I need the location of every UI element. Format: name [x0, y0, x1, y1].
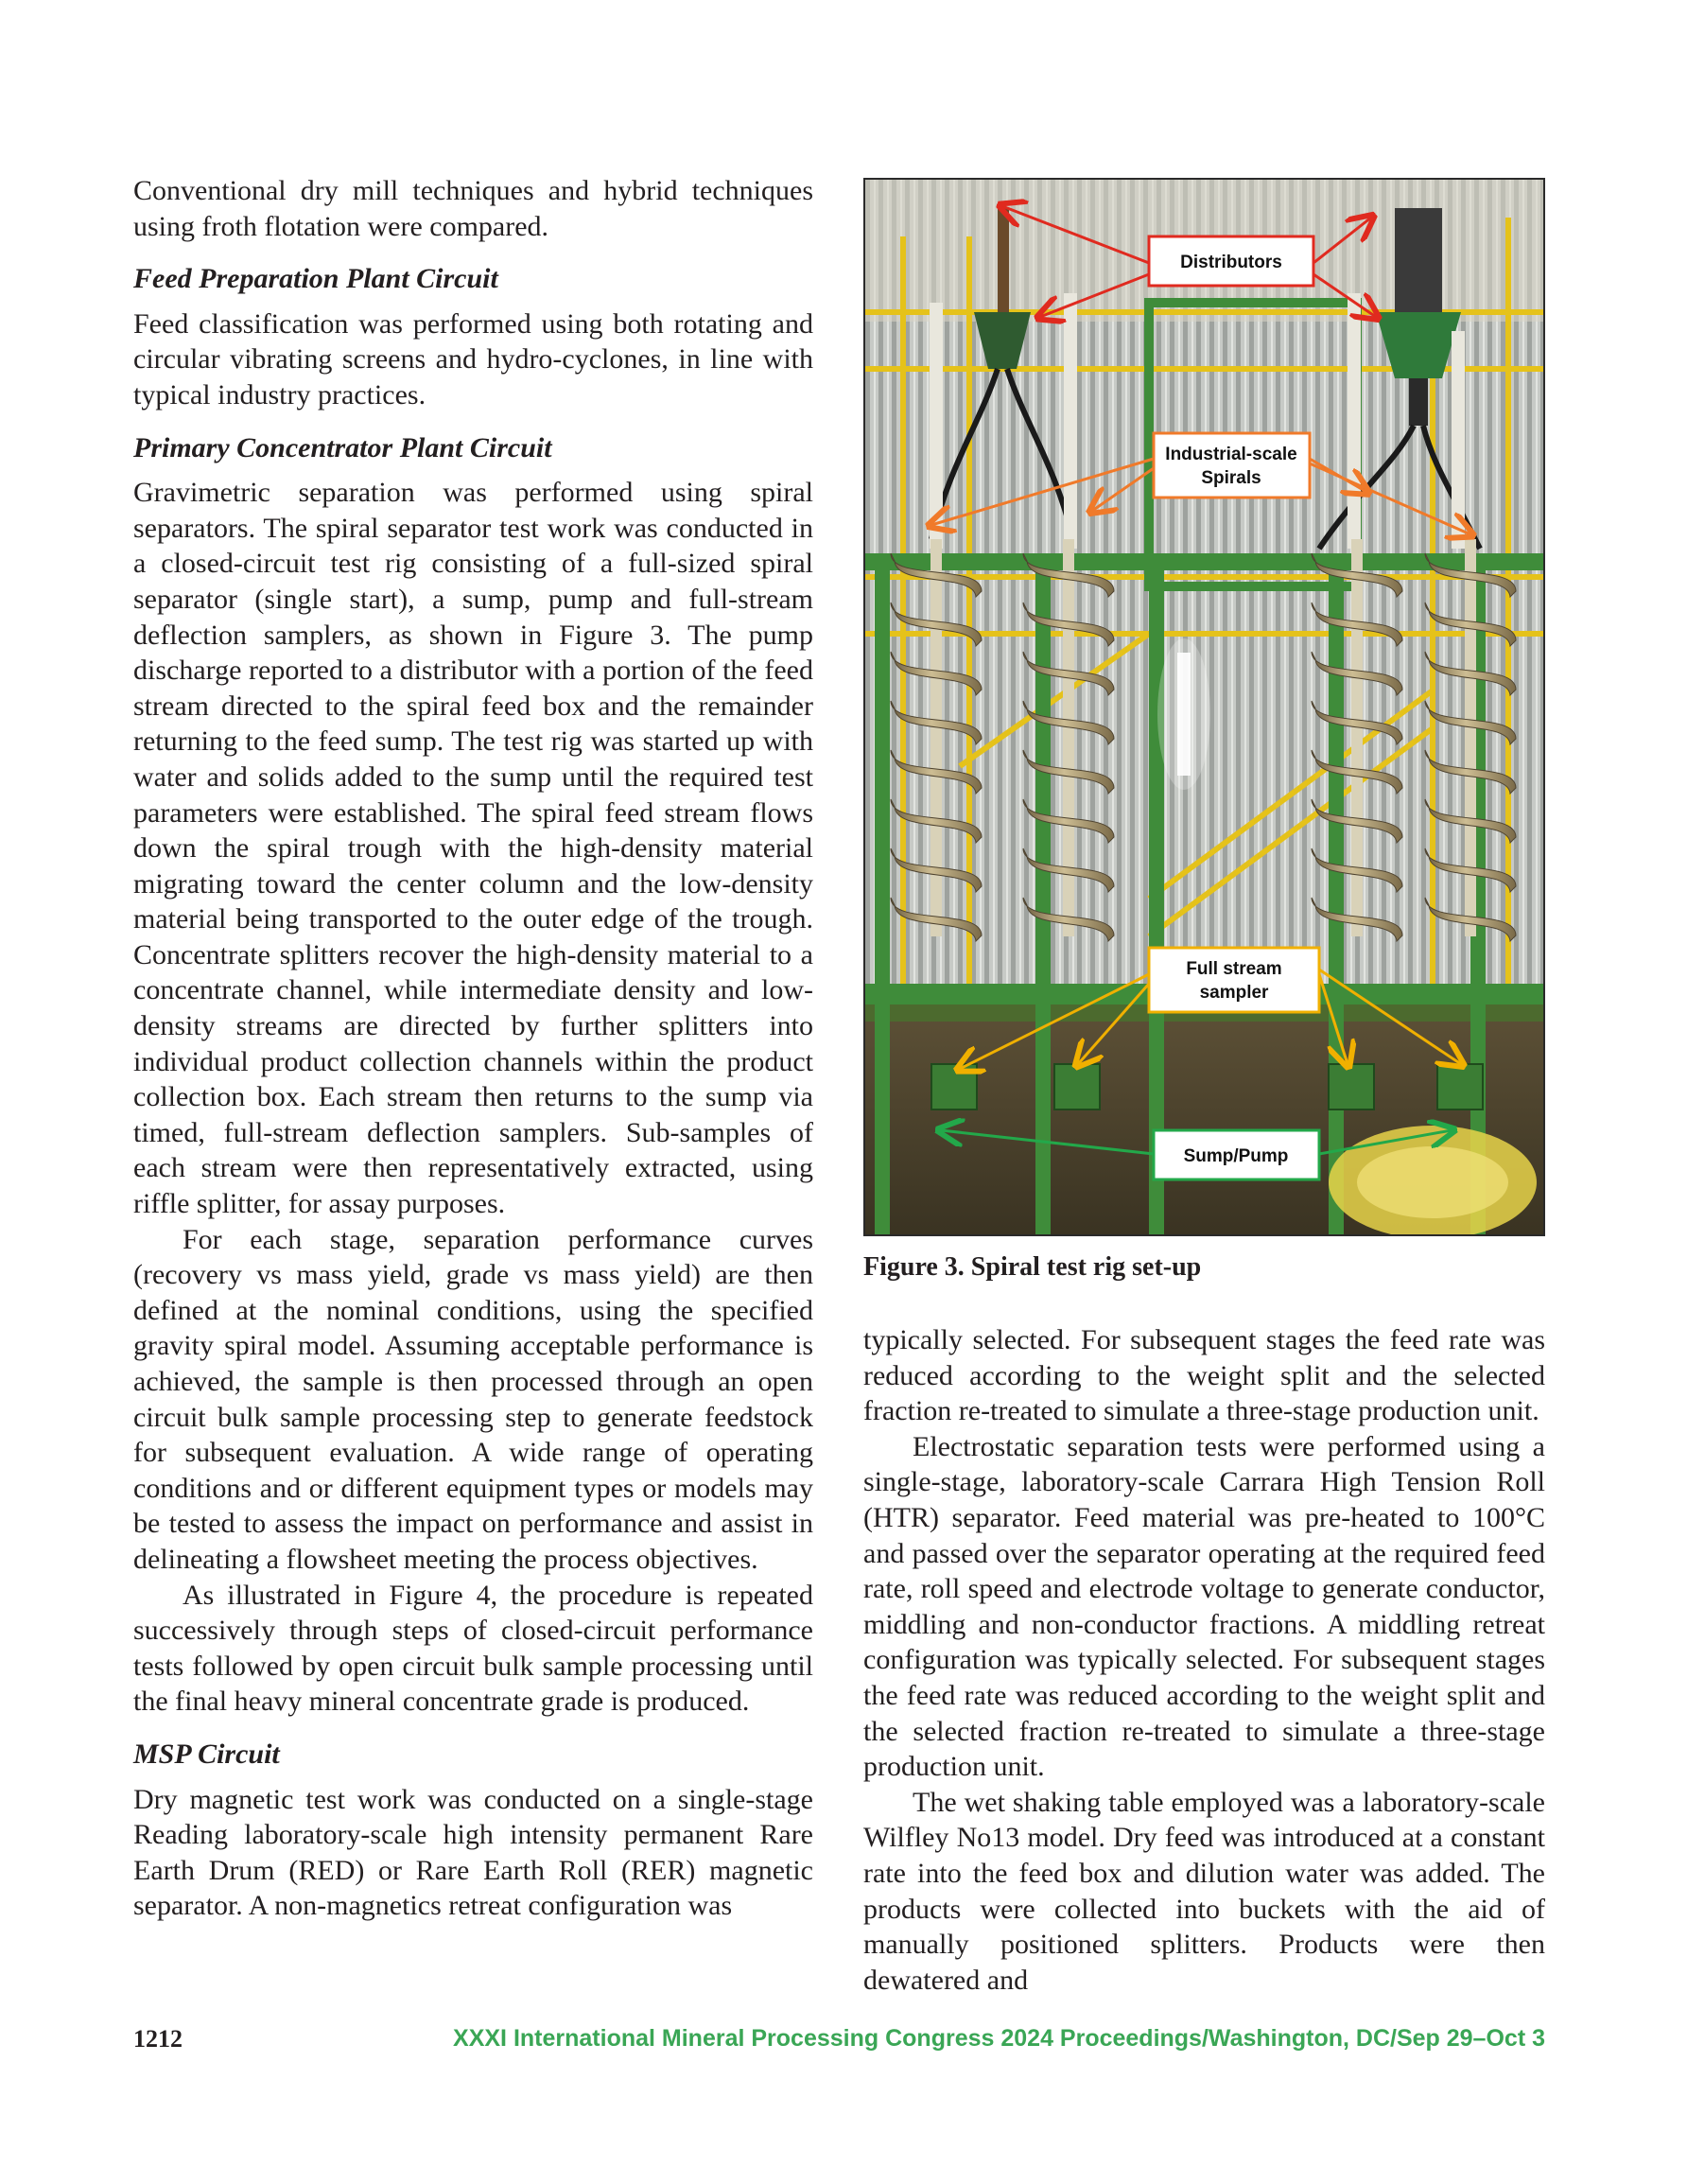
feed-preparation-paragraph: Feed classification was performed using both rotating and circular vibrating screens and hydro-cyclones, in line with typical industry practices.	[133, 307, 813, 411]
spirals-label-line1: Industrial-scale	[1165, 445, 1297, 464]
primary-concentrator-paragraph-1: Gravimetric separation was performed using spiral separators. The spiral separator test work was conducted in a closed-circuit test rig consisting of a full-sized spiral separator (single start), a sump, pump and full-stream deflection samplers, as shown in Figure 3. The pump discharge reported to a distributor with a portion of the feed stream directed to the spiral feed box and the remainder returning to the feed sump. The test rig was started up with water and solids added to the sump until the required test parameters were established. The spiral feed stream flows down the spiral trough with the high-density material migrating toward the center column and the low-density material being transported to the outer edge of the trough. Concentrate splitters recover the high-density material to a concentrate channel, while intermediate density and low-density streams are directed by further splitters into individual product collection channels within the product collection box. Each stream then returns to the sump via timed, full-stream deflection samplers. Sub-samples of each stream were then representatively extracted, using riffle splitter, for assay purposes.	[133, 477, 813, 1220]
spiral-column	[1063, 539, 1074, 936]
sump-callout	[1154, 1130, 1319, 1179]
msp-circuit-heading: MSP Circuit	[133, 1738, 280, 1770]
primary-concentrator-paragraph-3: As illustrated in Figure 4, the procedure is repeated successively through steps of closed-circuit performance tests followed by open circuit bulk sample processing until the final heavy mineral concentrate grade is produced.	[133, 1579, 813, 1718]
primary-concentrator-heading: Primary Concentrator Plant Circuit	[133, 431, 552, 463]
right-column	[863, 1322, 1545, 1998]
feed-preparation-heading: Feed Preparation Plant Circuit	[133, 263, 498, 295]
sampler-callout	[1149, 948, 1319, 1012]
spiral-test-rig-photo	[863, 178, 1545, 1236]
distributors-callout	[1149, 236, 1313, 286]
right-paragraph-2: Electrostatic separation tests were performed using a single-stage, laboratory-scale Carrara High Tension Roll (HTR) separator. Feed material was pre-heated to 100°C and passed over the separator operating at the required feed rate, roll speed and electrode voltage to generate conductor, middling and non-conductor fractions. A middling retreat configuration was typically selected. For subsequent stages the feed rate was reduced according to the weight split and the selected fraction re-treated to simulate a three-stage production unit.	[863, 1430, 1545, 1783]
page-number: 1212	[133, 2025, 183, 2053]
spirals-label-line2: Spirals	[1201, 468, 1261, 488]
left-column	[133, 173, 813, 1924]
primary-concentrator-paragraph-2: For each stage, separation performance curves (recovery vs mass yield, grade vs mass yield) are then defined at the nominal conditions, using the specified gravity spiral model. Assuming acceptable performance is achieved, the sample is then processed through an open circuit bulk sample processing step to generate feedstock for subsequent evaluation. A wide range of operating conditions and or different equipment types or models may be tested to assess the impact on performance and assist in delineating a flowsheet meeting the process objectives.	[133, 1223, 813, 1575]
sampler-label-line1: Full stream	[1186, 959, 1282, 979]
msp-circuit-paragraph: Dry magnetic test work was conducted on a single-stage Reading laboratory-scale high intensity permanent Rare Earth Drum (RED) or Rare Earth Roll (RER) magnetic separator. A non-magnetics retreat configuration was	[133, 1783, 813, 1922]
distributors-label: Distributors	[1180, 253, 1282, 272]
footer-proceedings-title: XXXI International Mineral Processing Congress 2024 Proceedings/Washington, DC/Sep 29–Oct 3	[453, 2025, 1545, 2052]
sump-label: Sump/Pump	[1183, 1146, 1289, 1166]
spirals-callout	[1154, 433, 1310, 498]
figure-caption: Figure 3. Spiral test rig set-up	[863, 1252, 1202, 1282]
sampler-label-line2: sampler	[1199, 983, 1269, 1003]
intro-paragraph: Conventional dry mill techniques and hybrid techniques using froth flotation were compared.	[133, 175, 813, 242]
right-paragraph-3: The wet shaking table employed was a laboratory-scale Wilfley No13 model. Dry feed was introduced at a constant rate into the feed box and dilution water was added. The products were collected into buckets with the aid of manually positioned splitters. Products were then dewatered and	[863, 1786, 1545, 1996]
spiral-column	[1465, 539, 1476, 936]
spiral-column	[1351, 539, 1363, 936]
spiral-column	[930, 539, 942, 936]
right-paragraph-1: typically selected. For subsequent stages the feed rate was reduced according to the weight split and the selected fraction re-treated to simulate a three-stage production unit.	[863, 1324, 1545, 1427]
